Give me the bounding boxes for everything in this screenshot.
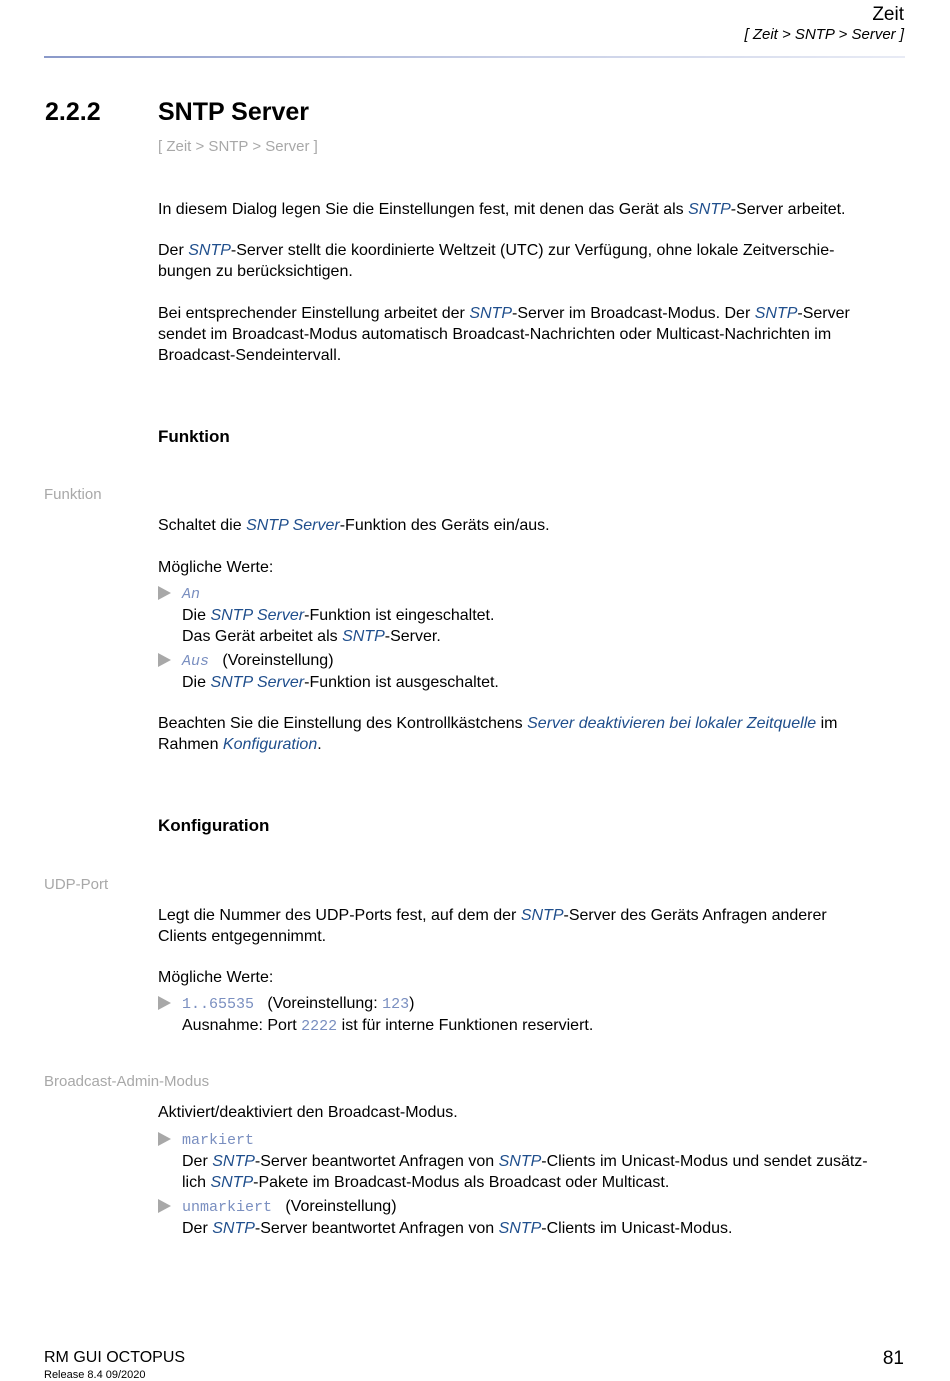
term-link[interactable]: SNTP [520,907,564,924]
section-title: SNTP Server [158,98,310,126]
running-header-breadcrumb: [ Zeit > SNTP > Server ] [744,26,904,43]
footer-product: RM GUI OCTOPUS [44,1349,186,1366]
header-divider [44,56,905,58]
term-link[interactable]: SNTP [469,305,512,322]
bullet-arrow-icon [158,586,171,600]
udp-port-description: Legt die Nummer des UDP-Ports fest, auf dem der SNTP-Server des Geräts Anfragen anderer Clients entgegennimmt. [158,907,827,945]
value-item-udp-range: 1..65535 (Voreinstellung: 123) Ausnahme: Port 2222 ist für interne Funktionen reserviert. [182,995,594,1035]
section-breadcrumb: [ Zeit > SNTP > Server ] [158,138,318,155]
value-an: An [182,586,201,603]
term-link[interactable]: SNTP Server [246,517,340,534]
term-link[interactable]: SNTP [498,1220,542,1237]
funktion-note: Beachten Sie die Einstellung des Kontrollkästchens Server deaktivieren bei lokaler Zeitquelle im Rahmen Konfiguration. [158,715,838,753]
bullet-arrow-icon [158,1132,171,1146]
term-link[interactable]: Konfiguration [222,736,318,753]
page-number: 81 [882,1348,904,1369]
term-link[interactable]: SNTP [188,242,231,259]
value-item-markiert: markiert Der SNTP-Server beantwortet Anfragen von SNTP-Clients im Unicast-Modus und sendet zusätz- lich SNTP-Pakete im Broadcast-Modus als Broadcast oder Multicast. [182,1132,868,1191]
value-item-unmarkiert: unmarkiert (Voreinstellung) Der SNTP-Server beantwortet Anfragen von SNTP-Clients im Unicast-Modus. [182,1198,733,1237]
udp-values-label: Mögliche Werte: [158,969,274,986]
term-link[interactable]: Server deaktivieren bei lokaler Zeitquelle [527,715,817,732]
value-item-an: An Die SNTP Server-Funktion ist eingeschaltet. Das Gerät arbeitet als SNTP-Server. [182,586,495,645]
bullet-arrow-icon [158,1199,171,1213]
footer-release: Release 8.4 09/2020 [44,1369,146,1381]
konfiguration-heading: Konfiguration [158,816,270,835]
value-item-aus: Aus (Voreinstellung) Die SNTP Server-Funktion ist ausgeschaltet. [182,652,499,691]
intro-paragraph-3: Bei entsprechender Einstellung arbeitet der SNTP-Server im Broadcast-Modus. Der SNTP-Server sendet im Broadcast-Modus automatisch Broadcast-Nachrichten oder Multicast-Nachrichten im Broadcast-Sendeintervall. [158,305,850,364]
value-udp-range: 1..65535 [182,996,255,1013]
value-markiert: markiert [182,1132,255,1149]
funktion-heading: Funktion [158,427,230,446]
term-link[interactable]: SNTP [210,1174,254,1191]
funktion-values-label: Mögliche Werte: [158,559,274,576]
section-number: 2.2.2 [45,98,101,126]
intro-paragraph-2: Der SNTP-Server stellt die koordinierte Weltzeit (UTC) zur Verfügung, ohne lokale Zeitverschie- bungen zu berücksichtigen. [158,242,835,280]
term-link[interactable]: SNTP [212,1220,255,1237]
term-link[interactable]: SNTP [212,1153,255,1170]
term-link[interactable]: SNTP [688,201,731,218]
term-link[interactable]: SNTP [754,305,798,322]
value-aus: Aus [182,653,210,670]
funktion-description: Schaltet die SNTP Server-Funktion des Geräts ein/aus. [158,517,550,534]
side-label-funktion: Funktion [44,486,102,503]
term-link[interactable]: SNTP [342,628,385,645]
intro-paragraph-1: In diesem Dialog legen Sie die Einstellungen fest, mit denen das Gerät als SNTP-Server arbeitet. [158,201,846,218]
bullet-arrow-icon [158,653,171,667]
broadcast-description: Aktiviert/deaktiviert den Broadcast-Modus. [158,1104,458,1121]
side-label-udp-port: UDP-Port [44,876,109,893]
term-link[interactable]: SNTP Server [210,674,305,691]
term-link[interactable]: SNTP Server [210,607,305,624]
value-unmarkiert: unmarkiert [182,1199,273,1216]
bullet-arrow-icon [158,996,171,1010]
side-label-broadcast-admin-modus: Broadcast-Admin-Modus [44,1073,210,1090]
term-link[interactable]: SNTP [498,1153,542,1170]
running-header-title: Zeit [872,4,904,25]
